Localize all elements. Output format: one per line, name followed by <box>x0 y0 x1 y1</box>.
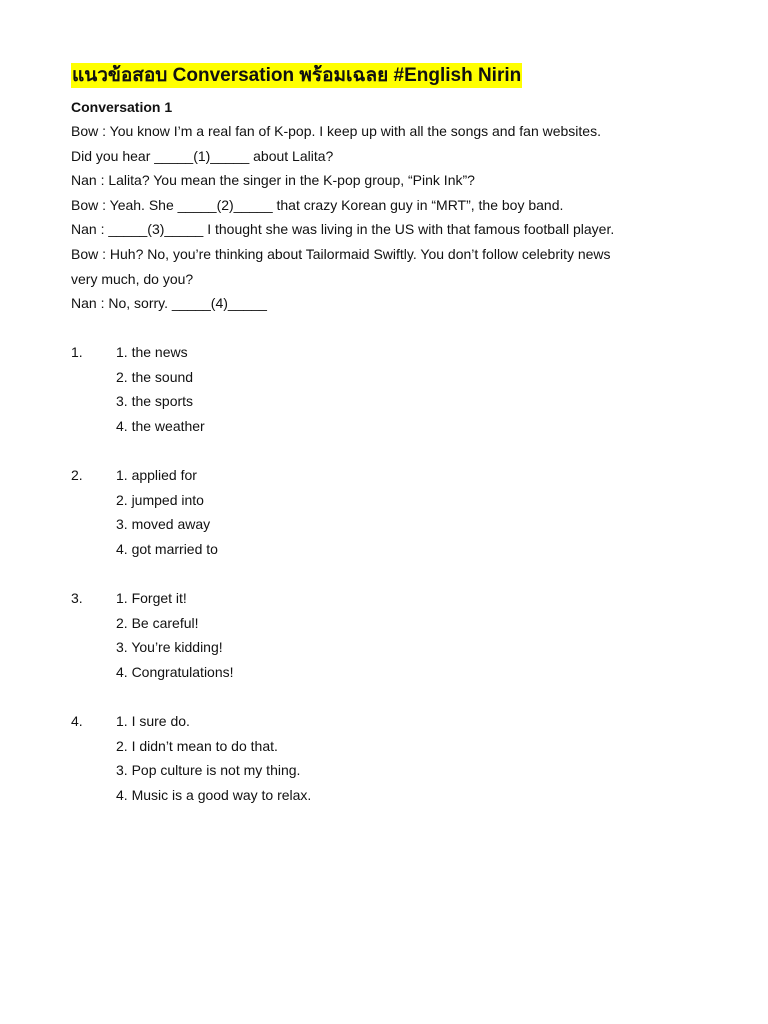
option-item: 3. the sports <box>116 393 194 410</box>
option-item: 2. I didn’t mean to do that. <box>116 737 278 754</box>
dialogue-line: very much, do you? <box>71 270 194 287</box>
option-item: 1. applied for <box>116 466 197 483</box>
dialogue-line: Bow : Huh? No, you’re thinking about Tailormaid Swiftly. You don’t follow celebrity news <box>71 245 611 262</box>
question-number: 1. <box>71 344 83 360</box>
dialogue-line: Bow : You know I’m a real fan of K-pop. I keep up with all the songs and fan websites. <box>71 123 601 139</box>
question-number: 3. <box>71 589 83 606</box>
question-number: 4. <box>71 712 83 729</box>
section-heading: Conversation 1 <box>71 99 173 115</box>
option-item: 4. the weather <box>116 417 205 434</box>
option-item: 2. the sound <box>116 368 194 385</box>
dialogue-line: Nan : Lalita? You mean the singer in the K-pop group, “Pink Ink”? <box>71 172 475 189</box>
question-item <box>71 343 311 441</box>
option-item: 4. Music is a good way to relax. <box>116 786 312 803</box>
dialogue-line: Nan : No, sorry. _____(4)_____ <box>71 295 267 312</box>
question-list <box>71 343 311 835</box>
question-number: 2. <box>71 466 83 483</box>
dialogue-line: Did you hear _____(1)_____ about Lalita? <box>71 147 334 164</box>
question-item <box>71 712 311 810</box>
option-item: 1. Forget it! <box>116 589 187 606</box>
option-item: 2. Be careful! <box>116 614 199 631</box>
option-item: 3. Pop culture is not my thing. <box>116 762 301 779</box>
option-item: 3. You’re kidding! <box>116 639 223 656</box>
question-item <box>71 466 311 564</box>
option-list <box>116 343 205 441</box>
question-item <box>71 589 311 687</box>
option-item: 1. I sure do. <box>116 712 190 729</box>
option-list <box>116 712 311 810</box>
option-item: 4. Congratulations! <box>116 663 234 680</box>
option-list <box>116 589 234 687</box>
dialogue-line: Nan : _____(3)_____ I thought she was living in the US with that famous football player. <box>71 221 615 238</box>
dialogue-line: Bow : Yeah. She _____(2)_____ that crazy Korean guy in “MRT”, the boy band. <box>71 196 564 213</box>
page-title: แนวข้อสอบ Conversation พร้อมเฉลย #English Nirin <box>72 65 522 86</box>
dialogue <box>71 122 691 319</box>
option-item: 2. jumped into <box>116 491 204 508</box>
option-item: 1. the news <box>116 344 188 360</box>
option-list <box>116 466 218 564</box>
option-item: 4. got married to <box>116 540 218 557</box>
option-item: 3. moved away <box>116 516 211 533</box>
